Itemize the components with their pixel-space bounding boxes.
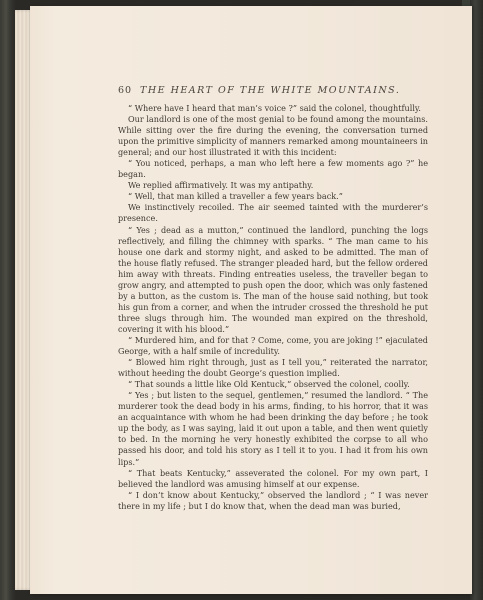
paragraph: “ I don’t know about Kentucky,” observed the landlord ; “ I was never there in my life ; but I do know that, when the dead man was buried, (118, 489, 428, 511)
paragraph: “ That sounds a little like Old Kentuck,” observed the colonel, coolly. (128, 379, 410, 390)
paragraph: We replied affirmatively. It was my antipathy. (128, 180, 314, 191)
paragraph: “ That beats Kentucky,” asseverated the colonel. For my own part, I believed the landlord was amusing himself at our expense. (118, 467, 428, 489)
paragraph: “ Blowed him right through, just as I tell you,” reiterated the narrator, without heeding the doubt George’s question implied. (118, 357, 428, 379)
paragraph: “ You noticed, perhaps, a man who left here a few moments ago ?” he began. (118, 158, 428, 180)
page-number: 60 (118, 85, 133, 96)
running-header (118, 85, 434, 99)
paragraph: We instinctively recoiled. The air seemed tainted with the murderer’s presence. (118, 202, 428, 224)
body-text (118, 103, 428, 512)
paragraph: Our landlord is one of the most genial to be found among the mountains. While sitting over the fire during the evening, the conversation turned upon the primitive simplicity of manners remarked among mountaineers in general; and our host illustrated it with this incident: (118, 114, 428, 158)
paragraph: “ Where have I heard that man’s voice ?” said the colonel, thoughtfully. (128, 103, 421, 113)
paragraph: “ Murdered him, and for that ? Come, come, you are joking !” ejaculated George, with a half smile of incredulity. (118, 334, 428, 357)
paragraph: “ Yes ; dead as a mutton,” continued the landlord, punching the logs reflectively, and filling the chimney with sparks. “ The man came to his house one dark and stormy night, and asked to be admitted. The man of the house flatly refused. The stranger pleaded hard, but the fellow ordered him away with threats. Finding entreaties useless, the traveller began to grow angry, and attempted to push open the door, which was only fastened by a button, as the custom is. The man of the house said nothing, but took his gun from a corner, and when the intruder crossed the threshold he put three slugs through him. The wounded man expired on the threshold, covering it with his blood.” (118, 224, 428, 334)
paragraph: “ Yes ; but listen to the sequel, gentlemen,” resumed the landlord. “ The murderer took the dead body in his arms, finding, to his horror, that it was an acquaintance with whom he had been drinking the day before ; he took up the body, as I was saying, laid it out upon a table, and then went quietly to bed. In the morning he very honestly exhibited the corpse to all who passed his door, and told his story as I tell it to you. I had it from his own lips.” (118, 390, 428, 467)
running-title: THE HEART OF THE WHITE MOUNTAINS. (140, 85, 401, 96)
paragraph: “ Well, that man killed a traveller a few years back.” (128, 191, 343, 202)
